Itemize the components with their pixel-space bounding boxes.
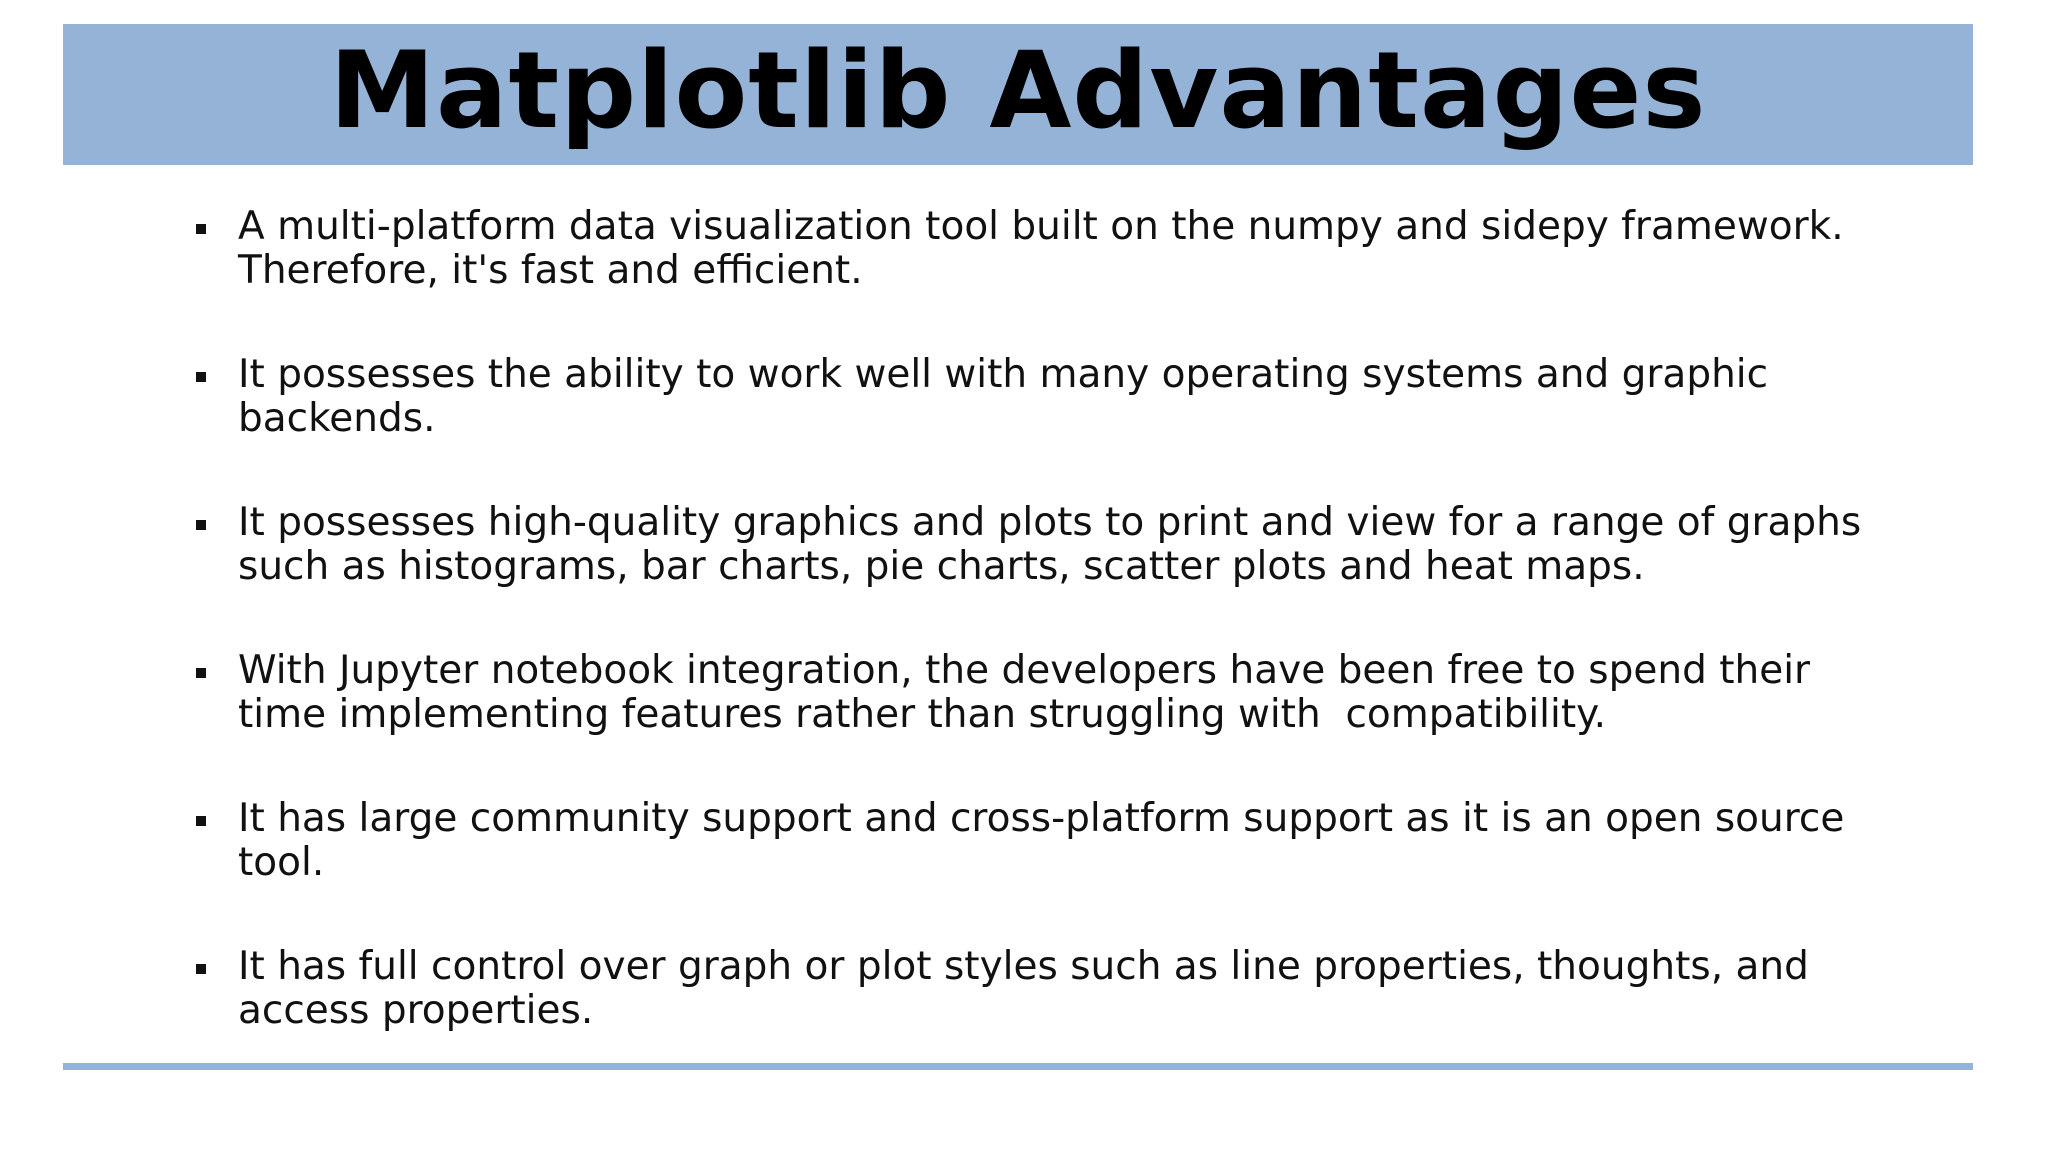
square-bullet-icon bbox=[196, 372, 206, 382]
bullet-text: It possesses the ability to work well with many operating systems and graphic backends. bbox=[238, 352, 1769, 441]
square-bullet-icon bbox=[196, 224, 206, 234]
bullet-item bbox=[192, 649, 1952, 797]
square-bullet-icon bbox=[196, 520, 206, 530]
bullet-item bbox=[192, 945, 1952, 1093]
bullet-text: With Jupyter notebook integration, the developers have been free to spend their time implementing features rather than struggling with compatibility. bbox=[238, 648, 1811, 737]
bullet-text: It has large community support and cross-platform support as it is an open source tool. bbox=[238, 796, 1845, 885]
bullet-item bbox=[192, 353, 1952, 501]
square-bullet-icon bbox=[196, 964, 206, 974]
square-bullet-icon bbox=[196, 668, 206, 678]
title-bar bbox=[63, 24, 1973, 165]
slide-title: Matplotlib Advantages bbox=[329, 28, 1707, 152]
square-bullet-icon bbox=[196, 816, 206, 826]
bullet-text: A multi-platform data visualization tool built on the numpy and sidepy framework. Therefore, it's fast and efficient. bbox=[238, 204, 1844, 293]
bottom-divider bbox=[63, 1063, 1973, 1070]
bullet-item bbox=[192, 205, 1952, 353]
bullet-text: It has full control over graph or plot styles such as line properties, thoughts, and access properties. bbox=[238, 944, 1809, 1033]
bullet-item bbox=[192, 501, 1952, 649]
bullet-list bbox=[192, 205, 1952, 1093]
bullet-text: It possesses high-quality graphics and plots to print and view for a range of graphs such as histograms, bar charts, pie charts, scatter plots and heat maps. bbox=[238, 500, 1862, 589]
bullet-item bbox=[192, 797, 1952, 945]
